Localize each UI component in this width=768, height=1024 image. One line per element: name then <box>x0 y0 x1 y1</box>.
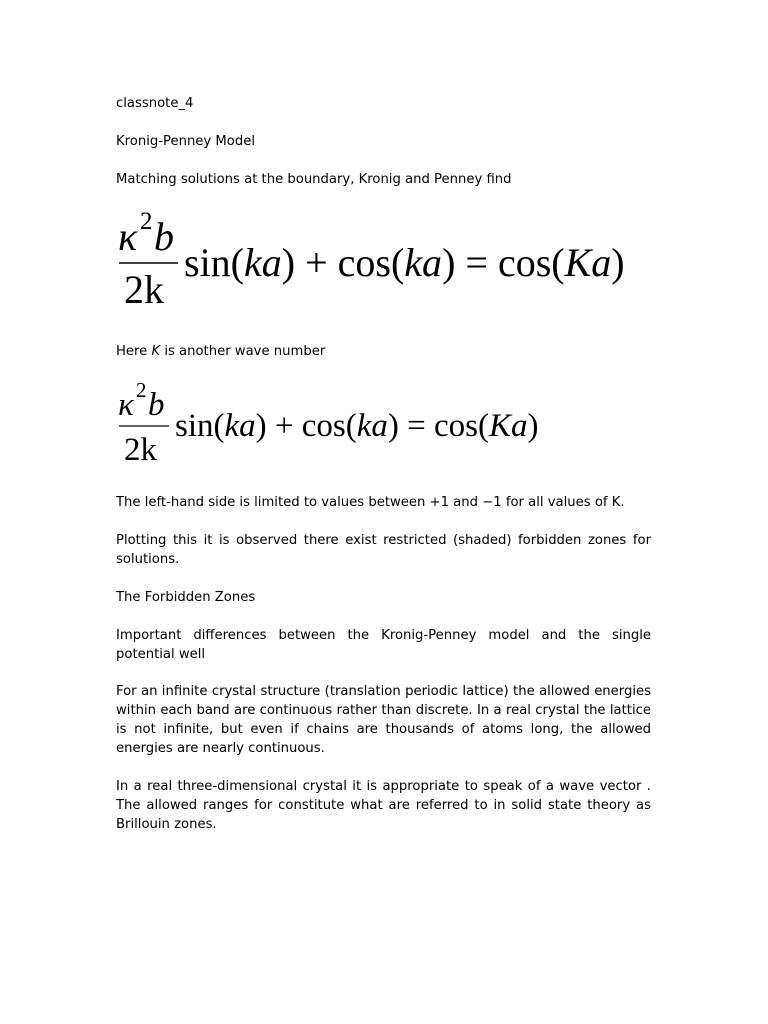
forbidden-zones-heading: The Forbidden Zones <box>116 590 256 605</box>
equation-kappa: κ <box>118 387 134 423</box>
limited-paragraph: The left-hand side is limited to values between +1 and −1 for all values of K. <box>116 495 625 510</box>
here-suffix: is another wave number <box>160 344 326 359</box>
equation-denominator: 2k <box>124 432 157 468</box>
kronig-penney-equation-small <box>116 378 576 468</box>
kronig-penney-equation-large <box>116 205 646 310</box>
equation-kappa: κ <box>118 214 138 259</box>
document-page <box>116 0 651 1024</box>
equation-denominator: 2k <box>124 267 164 310</box>
three-dimensional-paragraph: In a real three-dimensional crystal it is appropriate to speak of a wave vector . The allowed ranges for constitute what are referred to in solid state theory as Brillouin zones. <box>116 779 651 832</box>
equation-b: b <box>148 387 165 423</box>
here-prefix: Here <box>116 344 152 359</box>
here-variable: K <box>151 344 161 359</box>
equation-rhs: sin(ka) + cos(ka) = cos(Ka) <box>175 408 539 444</box>
differences-paragraph: Important differences between the Kronig-Penney model and the single potential well <box>116 628 651 662</box>
plotting-paragraph: Plotting this it is observed there exist restricted (shaded) forbidden zones for solutions. <box>116 533 651 567</box>
infinite-crystal-paragraph: For an infinite crystal structure (translation periodic lattice) the allowed energies within each band are continuous rather than discrete. In a real crystal the lattice is not infinite, but even if chains are thousands of atoms long, the allowed energies are nearly continuous. <box>116 684 651 756</box>
here-paragraph <box>116 342 651 361</box>
intro-paragraph: Matching solutions at the boundary, Kronig and Penney find <box>116 172 512 187</box>
equation-rhs: sin(ka) + cos(ka) = cos(Ka) <box>184 240 625 285</box>
equation-exponent: 2 <box>136 378 147 402</box>
equation-b: b <box>154 214 174 259</box>
section-title: Kronig-Penney Model <box>116 134 256 149</box>
document-title: classnote_4 <box>116 96 194 111</box>
equation-exponent: 2 <box>140 208 153 235</box>
